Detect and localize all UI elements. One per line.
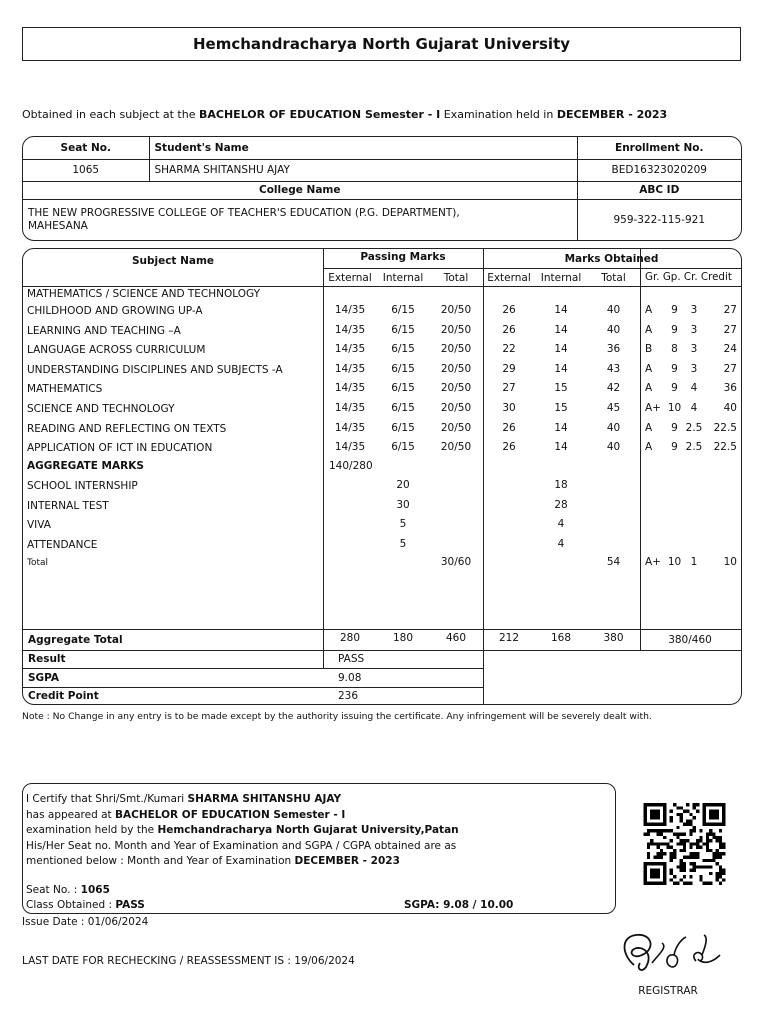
divider [323,268,741,269]
subject-gr: B [645,343,653,356]
subject-gr: A+ [645,402,661,414]
subject-p-int: 6/15 [391,402,415,414]
subject-cr: 3 [690,323,698,336]
practical-o-int: 4 [557,518,565,530]
subject-credit: 40 [723,402,737,414]
subject-o-tot: 45 [606,402,621,414]
intro-prefix: Obtained in each subject at the [22,108,196,121]
seat-label: Seat No. [23,137,149,159]
header-grade: Gr. Gp. Cr. Credit [645,271,732,283]
agg-pass-external: 280 [339,632,361,644]
subject-gp: 9 [671,362,678,375]
subject-p-int: 6/15 [391,441,415,454]
credit-point-value: 236 [338,690,359,702]
cert-line-3 [26,823,615,839]
university-title: Hemchandracharya North Gujarat University [22,27,741,61]
cert-class-label: Class Obtained : [26,899,113,911]
qr-code-icon [642,803,727,885]
subject-o-ext: 30 [502,402,516,414]
divider [23,668,483,669]
subject-gp: 9 [671,323,678,336]
practical-name: SCHOOL INTERNSHIP [27,480,138,492]
agg-obt-external: 212 [498,632,520,644]
subject-name: LEARNING AND TEACHING –A [27,324,181,337]
seat-value: 1065 [23,159,149,181]
subject-gr: A [645,421,653,434]
total-grade: A+ [645,556,661,568]
subject-gp: 9 [671,304,678,316]
intro-exam: DECEMBER - 2023 [556,108,668,121]
subject-p-ext: 14/35 [334,382,366,395]
subject-o-int: 14 [554,323,568,336]
sgpa-value: 9.08 [338,672,362,684]
subject-gp: 8 [671,343,678,356]
agg-grade-total: 380/460 [668,634,712,646]
cert-class-line [26,898,615,914]
subject-name: READING AND REFLECTING ON TEXTS [27,422,227,435]
header-subject-name: Subject Name [131,255,215,267]
subject-p-int: 6/15 [391,362,415,375]
practical-name: INTERNAL TEST [27,499,109,512]
practical-o-int: 28 [554,498,568,511]
subject-cr: 2.5 [685,441,703,454]
subject-p-int: 6/15 [391,343,415,356]
subject-o-int: 15 [554,402,568,414]
cert-l3a: examination held by the [26,824,155,836]
header-obt-internal: Internal [540,272,582,284]
subject-name: APPLICATION OF ICT IN EDUCATION [27,442,213,455]
subject-p-tot: 20/50 [440,362,472,375]
subject-name: MATHEMATICS [27,383,103,396]
subject-gr: A [645,323,653,336]
header-passing-marks: Passing Marks [360,251,446,263]
enroll-label: Enrollment No. [577,137,741,159]
subject-o-int: 14 [554,343,568,356]
subject-o-tot: 40 [606,304,621,316]
subject-o-tot: 40 [606,323,621,336]
subject-gp: 10 [667,402,682,414]
subject-o-tot: 36 [606,343,621,356]
note: Note : No Change in any entry is to be made except by the authority issuing the certificate. Any infringement will be severely dealt with. [22,711,652,722]
registrar-signature [612,925,724,981]
subject-o-tot: 40 [606,421,621,434]
abc-value: 959-322-115-921 [577,199,741,240]
subject-credit: 27 [723,304,737,316]
aggregate-total-label: Aggregate Total [28,634,123,646]
cert-l1b: SHARMA SHITANSHU AJAY [187,793,342,805]
total-gp: 10 [667,556,682,568]
registrar-label: REGISTRAR [638,985,698,997]
subject-o-ext: 26 [502,304,516,316]
subject-o-ext: 27 [502,382,516,395]
intro-mid: Examination held in [443,108,554,121]
name-label: Student's Name [149,137,577,159]
subject-o-int: 14 [554,304,568,316]
subject-p-ext: 14/35 [334,323,366,336]
agg-obt-total: 380 [603,632,624,644]
divider [23,687,483,688]
intro-course: BACHELOR OF EDUCATION Semester - I [199,108,441,121]
subject-o-ext: 26 [502,441,516,454]
subject-credit: 36 [723,382,737,395]
subject-gr: A [645,441,653,454]
subject-p-int: 6/15 [391,304,415,316]
subject-gp: 9 [671,441,678,454]
subject-p-tot: 20/50 [440,402,472,414]
subject-cr: 3 [690,304,698,316]
subject-credit: 24 [723,343,737,356]
college-label: College Name [23,181,577,199]
subject-gr: A [645,382,653,395]
subject-o-tot: 40 [606,441,621,454]
subject-o-ext: 29 [502,362,516,375]
header-marks-obtained: Marks Obtained [564,253,659,265]
practical-o-int: 4 [557,537,565,550]
subject-p-tot: 20/50 [440,304,472,316]
divider [23,286,741,287]
subject-o-int: 14 [554,441,568,454]
subject-o-int: 15 [554,382,568,395]
subject-cr: 3 [690,343,698,356]
subject-p-int: 6/15 [391,323,415,336]
subject-cr: 4 [690,382,698,395]
subject-gp: 9 [671,421,678,434]
name-value: SHARMA SHITANSHU AJAY [149,159,577,181]
subject-p-int: 6/15 [391,382,415,395]
subject-gr: A [645,362,653,375]
student-info-table [22,136,742,241]
subject-gp: 9 [671,382,678,395]
subject-credit: 27 [723,362,737,375]
sgpa-label: SGPA [28,672,60,684]
header-pass-external: External [328,272,372,284]
header-pass-total: Total [443,272,469,284]
subject-cr: 3 [690,362,698,375]
cert-line-1 [26,792,615,808]
cert-line-5 [26,854,615,870]
issue-date: Issue Date : 01/06/2024 [22,916,149,928]
subject-credit: 22.5 [713,421,737,434]
subject-credit: 27 [723,323,737,336]
divider [640,249,641,650]
subject-o-ext: 26 [502,421,516,434]
subject-o-int: 14 [554,421,568,434]
subject-p-ext: 14/35 [334,441,366,454]
cert-seat-line [26,883,615,899]
subject-name: UNDERSTANDING DISCIPLINES AND SUBJECTS -A [27,363,283,376]
cert-line-2 [26,808,615,824]
cert-l5a: mentioned below : Month and Year of Examination [26,855,292,867]
total-credit: 10 [723,556,737,568]
subject-o-int: 14 [554,362,568,375]
agg-obt-internal: 168 [550,632,572,644]
subject-p-ext: 14/35 [334,362,366,375]
agg-pass-total: 460 [445,632,467,644]
last-date: LAST DATE FOR RECHECKING / REASSESSMENT IS : 19/06/2024 [22,955,355,967]
cert-l2b: BACHELOR OF EDUCATION Semester - I [115,808,346,821]
total-obt-total: 54 [606,556,621,568]
header-obt-external: External [487,272,531,284]
cert-l1a: I Certify that Shri/Smt./Kumari [26,793,185,805]
exam-intro [22,108,667,121]
subject-o-ext: 22 [502,343,516,356]
subject-o-tot: 42 [606,382,621,395]
cert-line-4: His/Her Seat no. Month and Year of Examination and SGPA / CGPA obtained are as [26,839,457,852]
subject-p-ext: 14/35 [334,421,366,434]
practical-name: VIVA [27,519,51,531]
divider [23,650,741,651]
total-label: Total [27,558,49,568]
subject-p-int: 6/15 [391,421,415,434]
subject-p-ext: 14/35 [334,343,366,356]
subject-cr: 2.5 [685,421,703,434]
subject-credit: 22.5 [713,441,737,454]
subject-p-tot: 20/50 [440,421,472,434]
agg-pass-internal: 180 [392,632,414,644]
header-pass-internal: Internal [382,272,424,284]
subject-p-ext: 14/35 [334,402,366,414]
subject-name: CHILDHOOD AND GROWING UP-A [27,305,203,317]
subject-name: SCIENCE AND TECHNOLOGY [27,403,175,415]
subject-gr: A [645,304,653,316]
practical-p-int: 20 [396,479,410,491]
cert-seat-label: Seat No. : [26,883,78,896]
enroll-value: BED16323020209 [577,159,741,181]
practical-o-int: 18 [554,479,568,491]
divider [323,650,324,668]
cert-class-value: PASS [115,899,145,911]
header-obt-total: Total [601,272,626,284]
subject-p-ext: 14/35 [334,304,366,316]
subject-cr: 4 [690,402,698,414]
cert-sgpa: SGPA: 9.08 / 10.00 [404,899,514,911]
subject-p-tot: 20/50 [440,343,472,356]
marks-table [22,248,742,705]
result-label: Result [28,653,66,665]
college-value: THE NEW PROGRESSIVE COLLEGE OF TEACHER'S EDUCATION (P.G. DEPARTMENT), MAHESANA [23,199,577,240]
divider [23,629,741,630]
abc-label: ABC ID [577,181,741,199]
credit-point-label: Credit Point [28,690,99,702]
certificate-box [22,783,616,914]
total-cr: 1 [690,556,698,568]
subject-p-tot: 20/50 [440,323,472,336]
practical-p-int: 30 [396,498,410,511]
subject-name: LANGUAGE ACROSS CURRICULUM [27,344,206,357]
practical-p-int: 5 [399,537,407,550]
cert-l2a: has appeared at [26,808,112,821]
group-label: MATHEMATICS / SCIENCE AND TECHNOLOGY [27,288,261,300]
practical-p-int: 5 [399,518,407,530]
result-value: PASS [338,653,365,665]
cert-seat-value: 1065 [80,883,110,896]
subject-o-tot: 43 [606,362,621,375]
practical-name: ATTENDANCE [27,538,98,551]
subject-p-tot: 20/50 [440,441,472,454]
total-pass-total: 30/60 [440,556,472,568]
aggregate-marks-label: AGGREGATE MARKS [27,460,144,472]
subject-p-tot: 20/50 [440,382,472,395]
subject-o-ext: 26 [502,323,516,336]
cert-l5b: DECEMBER - 2023 [294,855,400,867]
aggregate-marks-value: 140/280 [329,460,373,472]
cert-l3b: Hemchandracharya North Gujarat University,Patan [157,824,459,836]
